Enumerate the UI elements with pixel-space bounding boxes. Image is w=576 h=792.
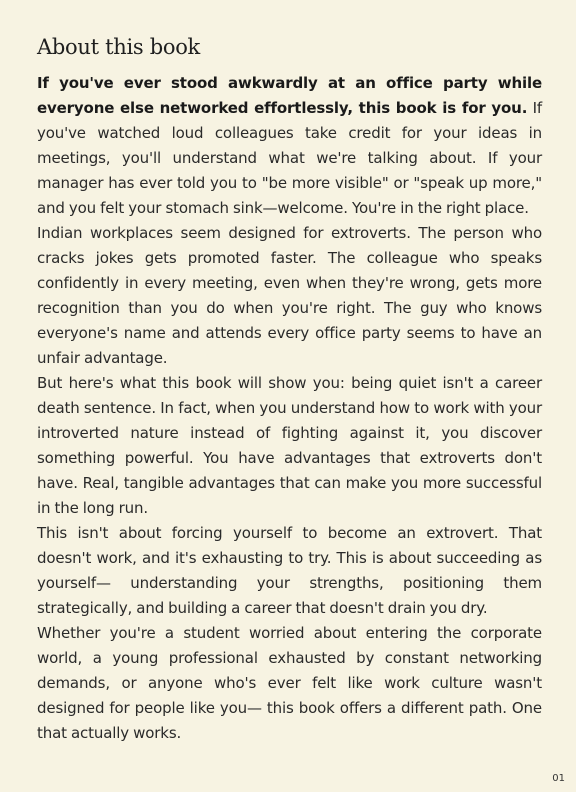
page-content: [37, 32, 542, 746]
paragraph-1: [37, 71, 542, 221]
paragraph-1-text: If you've watched loud colleagues take credit for your ideas in meetings, you'll understand what we're talking about. If your manager has ever told you to "be more visible" or "speak up more," and you felt your stomach sink—welcome. You're in the right place.: [37, 99, 542, 217]
paragraph-4: This isn't about forcing yourself to become an extrovert. That doesn't work, and it's exhausting to try. This is about succeeding as yourself— understanding your strengths, positioning them strategically, and building a career that doesn't drain you dry.: [37, 524, 542, 617]
paragraph-3: But here's what this book will show you: being quiet isn't a career death sentence. In fact, when you understand how to work with your introverted nature instead of fighting against it, you discover something powerful. You have advantages that extroverts don't have. Real, tangible advantages that can make you more successful in the long run.: [37, 374, 542, 517]
paragraph-2: Indian workplaces seem designed for extroverts. The person who cracks jokes gets promoted faster. The colleague who speaks confidently in every meeting, even when they're wrong, gets more recognition than you do when you're right. The guy who knows everyone's name and attends every office party seems to have an unfair advantage.: [37, 224, 542, 367]
paragraph-1-lead: If you've ever stood awkwardly at an office party while everyone else networked effortlessly, this book is for you.: [37, 74, 542, 117]
page-number: 01: [552, 773, 565, 784]
paragraph-5: Whether you're a student worried about entering the corporate world, a young professional exhausted by constant networking demands, or anyone who's ever felt like work culture wasn't designed for people like you— this book offers a different path. One that actually works.: [37, 624, 542, 742]
section-heading: About this book: [37, 35, 200, 59]
